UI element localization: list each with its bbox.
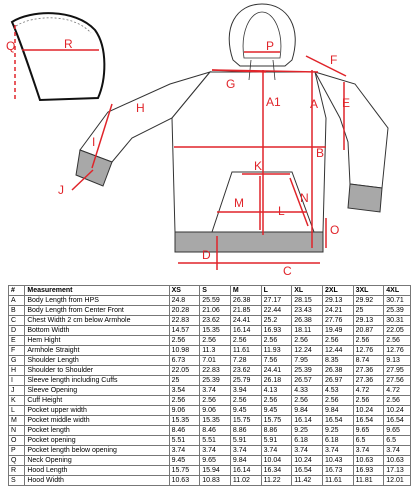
hoodie-front-view [76,4,388,252]
size-value-cell: 24.8 [169,296,200,306]
size-value-cell: 16.14 [230,466,261,476]
size-value-cell: 2.56 [292,336,323,346]
header-cell: M [230,286,261,296]
row-code-cell: D [9,326,25,336]
size-value-cell: 15.94 [200,466,231,476]
measurement-name-cell: Hem Hight [25,336,169,346]
size-chart-table [8,285,411,486]
size-value-cell: 15.75 [169,466,200,476]
row-code-cell: C [9,316,25,326]
right-cuff [348,184,382,212]
label-b: B [316,146,325,160]
row-code-cell: H [9,366,25,376]
size-value-cell: 11.3 [200,346,231,356]
measurement-name-cell: Pocket middle width [25,416,169,426]
size-value-cell: 16.34 [261,466,292,476]
size-value-cell: 3.74 [200,386,231,396]
size-value-cell: 9.06 [200,406,231,416]
size-value-cell: 6.18 [292,436,323,446]
size-value-cell: 22.05 [384,326,411,336]
size-value-cell: 11.93 [261,346,292,356]
row-code-cell: I [9,376,25,386]
size-value-cell: 26.38 [230,296,261,306]
table-row [9,416,411,426]
size-value-cell: 10.43 [322,456,353,466]
size-value-cell: 4.72 [353,386,384,396]
size-value-cell: 8.46 [200,426,231,436]
label-f: F [330,53,338,67]
size-value-cell: 15.35 [200,416,231,426]
size-value-cell: 7.28 [230,356,261,366]
measurement-name-cell: Neck Opening [25,456,169,466]
size-value-cell: 2.56 [384,336,411,346]
size-value-cell: 10.04 [261,456,292,466]
size-value-cell: 9.06 [169,406,200,416]
size-value-cell: 18.11 [292,326,323,336]
size-value-cell: 2.56 [261,336,292,346]
size-value-cell: 25.39 [200,376,231,386]
size-value-cell: 27.76 [322,316,353,326]
size-value-cell: 29.13 [353,316,384,326]
size-value-cell: 30.31 [384,316,411,326]
size-value-cell: 15.35 [169,416,200,426]
size-value-cell: 9.84 [292,406,323,416]
size-value-cell: 5.91 [230,436,261,446]
size-value-cell: 22.83 [200,366,231,376]
measurement-name-cell: Shoulder Length [25,356,169,366]
row-code-cell: Q [9,456,25,466]
table-row [9,476,411,486]
size-value-cell: 3.74 [353,446,384,456]
header-cell: XL [292,286,323,296]
size-value-cell: 10.24 [384,406,411,416]
size-value-cell: 8.74 [353,356,384,366]
table-row [9,316,411,326]
size-value-cell: 27.56 [384,376,411,386]
row-code-cell: K [9,396,25,406]
size-value-cell: 29.13 [322,296,353,306]
table-row [9,366,411,376]
header-cell: 3XL [353,286,384,296]
label-g: G [226,77,236,91]
measurement-name-cell: Hood Width [25,476,169,486]
size-value-cell: 16.54 [292,466,323,476]
size-value-cell: 3.74 [384,446,411,456]
table-row [9,356,411,366]
size-value-cell: 11.22 [261,476,292,486]
size-value-cell: 11.61 [230,346,261,356]
row-code-cell: J [9,386,25,396]
measurement-name-cell: Pocket upper width [25,406,169,416]
size-value-cell: 9.65 [353,426,384,436]
table-row [9,346,411,356]
size-value-cell: 25.59 [200,296,231,306]
size-value-cell: 16.54 [353,416,384,426]
measurement-name-cell: Body Length from HPS [25,296,169,306]
size-value-cell: 10.63 [353,456,384,466]
table-row [9,296,411,306]
size-value-cell: 6.18 [322,436,353,446]
size-value-cell: 15.75 [230,416,261,426]
size-value-cell: 6.73 [169,356,200,366]
size-value-cell: 21.06 [200,306,231,316]
size-value-cell: 16.93 [353,466,384,476]
table-row [9,446,411,456]
row-code-cell: N [9,426,25,436]
size-value-cell: 20.28 [169,306,200,316]
size-value-cell: 9.45 [230,406,261,416]
table-row [9,376,411,386]
size-value-cell: 11.61 [322,476,353,486]
size-value-cell: 5.51 [200,436,231,446]
size-value-cell: 9.25 [292,426,323,436]
size-value-cell: 24.41 [230,316,261,326]
size-value-cell: 27.36 [353,376,384,386]
row-code-cell: S [9,476,25,486]
size-value-cell: 4.33 [292,386,323,396]
size-value-cell: 8.86 [230,426,261,436]
size-value-cell: 7.01 [200,356,231,366]
size-value-cell: 10.63 [384,456,411,466]
size-value-cell: 26.97 [322,376,353,386]
size-value-cell: 2.56 [169,396,200,406]
size-value-cell: 9.65 [384,426,411,436]
measurement-name-cell: Chest Width 2 cm below Armhole [25,316,169,326]
size-value-cell: 25 [169,376,200,386]
table-row [9,336,411,346]
label-q: Q [6,39,16,53]
size-value-cell: 10.24 [353,406,384,416]
size-value-cell: 15.35 [200,326,231,336]
label-a: A [310,97,319,111]
size-value-cell: 16.73 [322,466,353,476]
size-value-cell: 4.13 [261,386,292,396]
size-value-cell: 29.92 [353,296,384,306]
size-value-cell: 26.18 [261,376,292,386]
size-value-cell: 23.62 [230,366,261,376]
hood-side-view [12,13,104,100]
label-c: C [283,264,292,278]
size-value-cell: 23.43 [292,306,323,316]
size-value-cell: 26.38 [322,366,353,376]
row-code-cell: M [9,416,25,426]
measurement-name-cell: Pocket length below opening [25,446,169,456]
size-value-cell: 26.38 [292,316,323,326]
size-value-cell: 2.56 [169,336,200,346]
measurement-name-cell: Cuff Height [25,396,169,406]
size-value-cell: 2.56 [353,336,384,346]
size-table-header-row [9,286,411,296]
size-value-cell: 24.41 [261,366,292,376]
label-i: I [92,135,96,149]
size-value-cell: 4.72 [384,386,411,396]
hem-band [175,232,323,252]
size-value-cell: 3.54 [169,386,200,396]
row-code-cell: L [9,406,25,416]
size-value-cell: 26.57 [292,376,323,386]
size-value-cell: 2.56 [200,336,231,346]
size-value-cell: 16.14 [230,326,261,336]
hood-side-outline [12,13,104,100]
size-value-cell: 9.45 [169,456,200,466]
size-value-cell: 15.75 [261,416,292,426]
size-value-cell: 10.24 [292,456,323,466]
size-value-cell: 22.83 [169,316,200,326]
size-value-cell: 3.74 [261,446,292,456]
size-table-body [9,296,411,486]
size-value-cell: 21.85 [230,306,261,316]
row-code-cell: A [9,296,25,306]
size-value-cell: 27.17 [261,296,292,306]
table-row [9,306,411,316]
size-value-cell: 11.81 [353,476,384,486]
size-value-cell: 2.56 [230,336,261,346]
table-row [9,396,411,406]
header-cell: L [261,286,292,296]
size-value-cell: 12.76 [384,346,411,356]
label-e: E [342,96,351,110]
table-row [9,406,411,416]
size-value-cell: 25.39 [384,306,411,316]
size-value-cell: 10.98 [169,346,200,356]
size-value-cell: 12.01 [384,476,411,486]
size-value-cell: 3.74 [230,446,261,456]
row-code-cell: P [9,446,25,456]
size-value-cell: 5.91 [261,436,292,446]
size-value-cell: 9.84 [230,456,261,466]
size-value-cell: 8.86 [261,426,292,436]
size-value-cell: 3.74 [292,446,323,456]
table-row [9,386,411,396]
measurement-name-cell: Pocket length [25,426,169,436]
row-code-cell: F [9,346,25,356]
size-value-cell: 9.65 [200,456,231,466]
size-value-cell: 2.56 [322,336,353,346]
size-value-cell: 22.44 [261,306,292,316]
size-value-cell: 2.56 [200,396,231,406]
measurement-name-cell: Pocket opening [25,436,169,446]
size-value-cell: 16.54 [384,416,411,426]
size-value-cell: 9.13 [384,356,411,366]
label-h: H [136,101,145,115]
size-value-cell: 6.5 [384,436,411,446]
size-value-cell: 7.56 [261,356,292,366]
header-cell: XS [169,286,200,296]
size-value-cell: 14.57 [169,326,200,336]
size-value-cell: 9.25 [322,426,353,436]
size-value-cell: 17.13 [384,466,411,476]
size-value-cell: 5.51 [169,436,200,446]
size-value-cell: 8.35 [322,356,353,366]
measurement-name-cell: Sleeve Opening [25,386,169,396]
size-value-cell: 11.02 [230,476,261,486]
row-code-cell: R [9,466,25,476]
row-code-cell: B [9,306,25,316]
size-value-cell: 20.87 [353,326,384,336]
label-k: K [254,159,263,173]
size-value-cell: 25.2 [261,316,292,326]
label-m: M [234,196,244,210]
size-value-cell: 9.45 [261,406,292,416]
size-value-cell: 25 [353,306,384,316]
size-value-cell: 6.5 [353,436,384,446]
size-value-cell: 12.76 [353,346,384,356]
size-value-cell: 19.49 [322,326,353,336]
size-value-cell: 3.94 [230,386,261,396]
label-r: R [64,37,73,51]
size-value-cell: 10.63 [169,476,200,486]
size-value-cell: 23.62 [200,316,231,326]
size-value-cell: 2.56 [292,396,323,406]
header-cell: S [200,286,231,296]
size-value-cell: 2.56 [353,396,384,406]
size-value-cell: 3.74 [169,446,200,456]
label-l: L [278,204,285,218]
size-value-cell: 16.54 [322,416,353,426]
label-p: P [266,39,275,53]
size-value-cell: 3.74 [200,446,231,456]
header-cell: 2XL [322,286,353,296]
measurement-name-cell: Shoulder to Shoulder [25,366,169,376]
size-value-cell: 24.21 [322,306,353,316]
label-o: O [330,223,340,237]
size-value-cell: 2.56 [230,396,261,406]
size-value-cell: 30.71 [384,296,411,306]
size-value-cell: 3.74 [322,446,353,456]
size-value-cell: 25.79 [230,376,261,386]
size-value-cell: 8.46 [169,426,200,436]
size-value-cell: 28.15 [292,296,323,306]
table-row [9,456,411,466]
size-value-cell: 12.44 [322,346,353,356]
measurement-name-cell: Bottom Width [25,326,169,336]
measurement-name-cell: Body Length from Center Front [25,306,169,316]
size-value-cell: 16.93 [261,326,292,336]
table-row [9,326,411,336]
measurement-name-cell: Hood Length [25,466,169,476]
table-row [9,426,411,436]
size-value-cell: 12.24 [292,346,323,356]
row-code-cell: E [9,336,25,346]
size-value-cell: 2.56 [384,396,411,406]
row-code-cell: G [9,356,25,366]
header-cell: # [9,286,25,296]
measurement-name-cell: Sleeve length including Cuffs [25,376,169,386]
size-value-cell: 22.05 [169,366,200,376]
size-value-cell: 9.84 [322,406,353,416]
size-value-cell: 10.83 [200,476,231,486]
size-value-cell: 2.56 [261,396,292,406]
size-value-cell: 7.95 [292,356,323,366]
header-cell: Measurement [25,286,169,296]
measurement-name-cell: Armhole Straight [25,346,169,356]
header-cell: 4XL [384,286,411,296]
size-value-cell: 27.36 [353,366,384,376]
label-n: N [300,191,309,205]
label-d: D [202,248,211,262]
size-value-cell: 16.14 [292,416,323,426]
label-j: J [58,183,64,197]
size-value-cell: 27.95 [384,366,411,376]
table-row [9,436,411,446]
label-a1: A1 [266,95,281,109]
size-value-cell: 2.56 [322,396,353,406]
size-value-cell: 25.39 [292,366,323,376]
row-code-cell: O [9,436,25,446]
table-row [9,466,411,476]
size-value-cell: 11.42 [292,476,323,486]
size-value-cell: 4.53 [322,386,353,396]
